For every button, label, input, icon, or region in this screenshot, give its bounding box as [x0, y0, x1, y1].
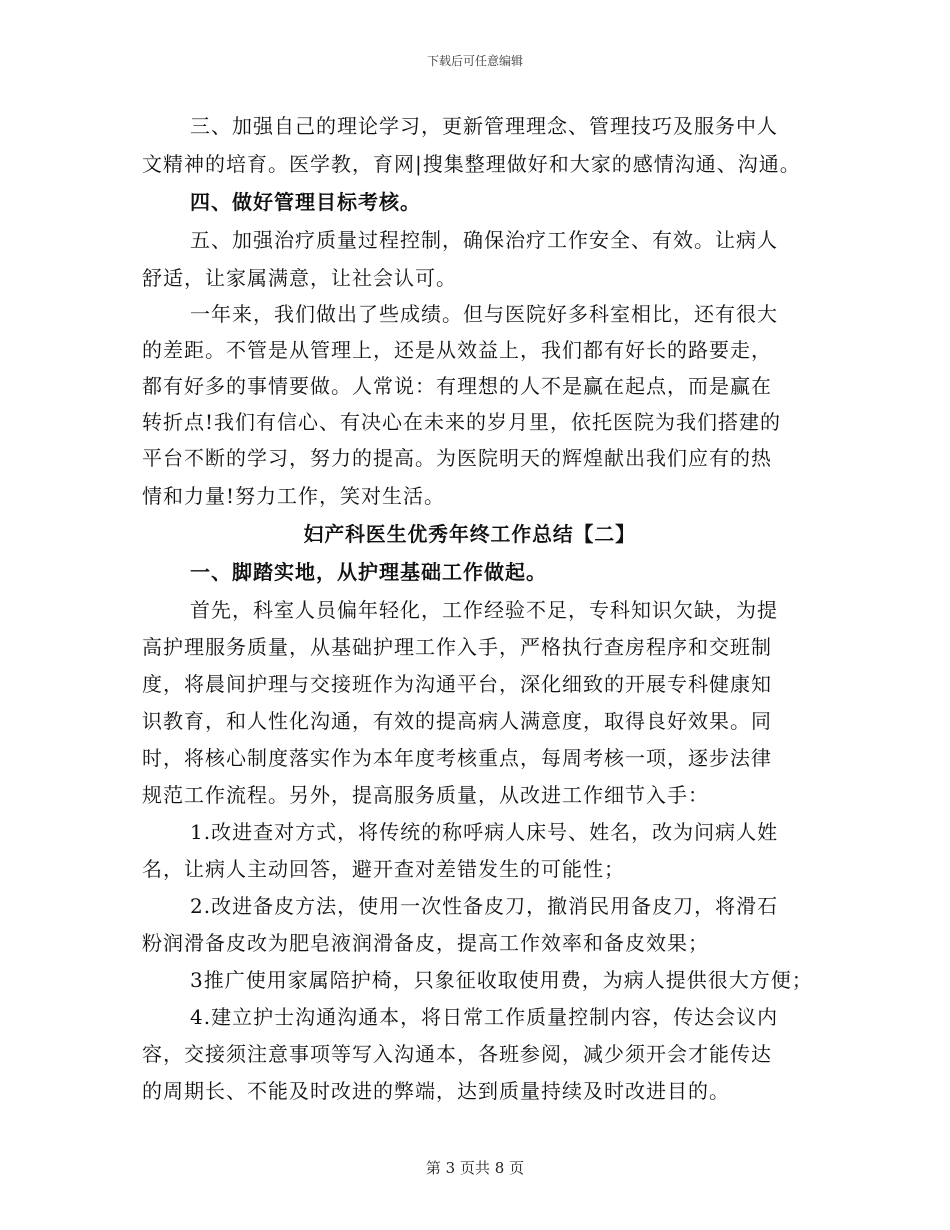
paragraph-line: 识教育，和人性化沟通，有效的提高病人满意度，取得良好效果。同: [142, 709, 772, 733]
paragraph-line: 舒适，让家属满意，让社会认可。: [142, 266, 457, 290]
list-item: 4.建立护士沟通沟通本，将日常工作质量控制内容，传达会议内: [190, 1005, 779, 1029]
list-item: 3推广使用家属陪护椅，只象征收取使用费，为病人提供很大方便；: [190, 968, 813, 992]
paragraph-line: 高护理服务质量，从基础护理工作入手，严格执行查房程序和交班制: [142, 635, 772, 659]
section-title: 妇产科医生优秀年终工作总结【二】: [303, 522, 636, 546]
paragraph-line: 情和力量!努力工作，笑对生活。: [142, 484, 446, 508]
paragraph-line: 容，交接须注意事项等写入沟通本，各班参阅，减少须开会才能传达: [142, 1042, 772, 1066]
section-heading: 一、脚踏实地，从护理基础工作做起。: [190, 560, 547, 584]
paragraph-line: 粉润滑备皮改为肥皂液润滑备皮，提高工作效率和备皮效果；: [142, 931, 709, 955]
list-item: 2.改进备皮方法，使用一次性备皮刀，撤消民用备皮刀，将滑石: [190, 894, 779, 918]
paragraph-line: 五、加强治疗质量过程控制，确保治疗工作安全、有效。让病人: [190, 228, 778, 252]
paragraph-line: 转折点!我们有信心、有决心在未来的岁月里，依托医院为我们搭建的: [142, 410, 782, 434]
paragraph-line: 都有好多的事情要做。人常说：有理想的人不是赢在起点，而是赢在: [142, 374, 772, 398]
paragraph-line: 首先，科室人员偏年轻化，工作经验不足，专科知识欠缺，为提: [190, 598, 778, 622]
paragraph-line: 度，将晨间护理与交接班作为沟通平台，深化细致的开展专科健康知: [142, 672, 772, 696]
paragraph-line: 的差距。不管是从管理上，还是从效益上，我们都有好长的路要走，: [142, 338, 772, 362]
paragraph-line: 平台不断的学习，努力的提高。为医院明天的辉煌献出我们应有的热: [142, 446, 772, 470]
list-item: 1.改进查对方式，将传统的称呼病人床号、姓名，改为问病人姓: [190, 820, 779, 844]
page-footer: 第 3 页共 8 页: [425, 1159, 525, 1177]
paragraph-line: 规范工作流程。另外，提高服务质量，从改进工作细节入手：: [142, 783, 709, 807]
section-heading: 四、做好管理目标考核。: [190, 190, 421, 214]
paragraph-line: 三、加强自己的理论学习，更新管理理念、管理技巧及服务中人: [190, 114, 778, 138]
paragraph-line: 文精神的培育。医学教，育网|搜集整理做好和大家的感情沟通、沟通。: [142, 152, 801, 176]
paragraph-line: 一年来，我们做出了些成绩。但与医院好多科室相比，还有很大: [190, 302, 778, 326]
paragraph-line: 名，让病人主动回答，避开查对差错发生的可能性；: [142, 857, 625, 881]
page-header: 下载后可任意编辑: [426, 54, 523, 68]
paragraph-line: 的周期长、不能及时改进的弊端，达到质量持续及时改进目的。: [142, 1079, 730, 1103]
paragraph-line: 时，将核心制度落实作为本年度考核重点，每周考核一项，逐步法律: [142, 746, 772, 770]
